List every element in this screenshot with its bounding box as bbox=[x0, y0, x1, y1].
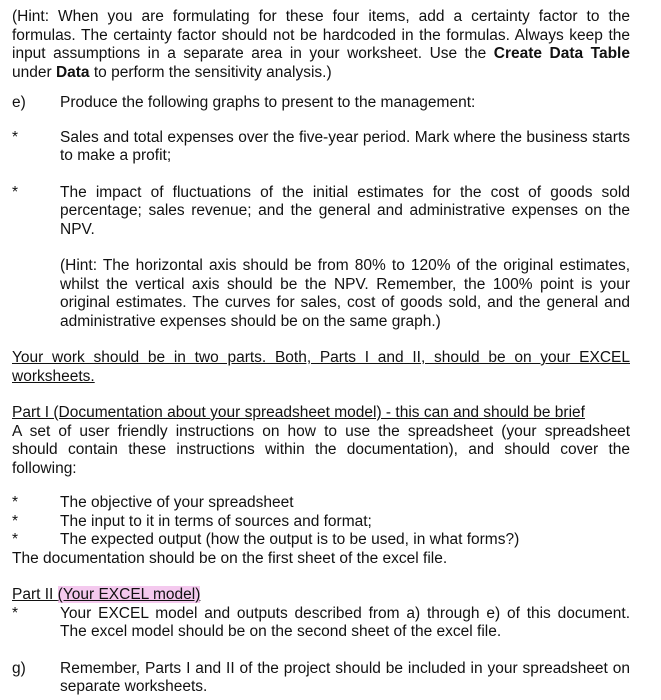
item-e bbox=[12, 94, 630, 113]
hint-text-middle: under bbox=[12, 63, 56, 81]
item-g-text: Remember, Parts I and II of the project should be included in your spreadsheet on separate worksheets. bbox=[60, 659, 630, 695]
part-1-bullet bbox=[12, 512, 630, 532]
two-parts-statement bbox=[12, 349, 630, 386]
hint-paragraph-1 bbox=[12, 8, 630, 82]
hint-paragraph-2 bbox=[60, 257, 630, 331]
item-g-marker: g) bbox=[12, 659, 26, 677]
hint-text-start: (Hint: When you are formulating for these four items, add a certainty factor to the formulas. The certainty factor should not be hardcoded in the formulas. Always keep the input assumptions in a separate area in your worksheet. Use the bbox=[12, 8, 630, 62]
data-term: Data bbox=[55, 63, 90, 81]
hint-text-end: to perform the sensitivity analysis.) bbox=[89, 63, 332, 81]
part-2-item bbox=[12, 604, 630, 642]
bullet-text: Sales and total expenses over the five-year period. Mark where the business starts to make a profit; bbox=[60, 128, 630, 164]
bullet-marker: * bbox=[12, 183, 19, 201]
item-g bbox=[12, 659, 630, 697]
part-1-bullet bbox=[12, 494, 630, 513]
part-1-closing-text: The documentation should be on the first sheet of the excel file. bbox=[12, 549, 448, 567]
bullet-text: The expected output (how the output is to be used, in what forms?) bbox=[60, 531, 520, 548]
part-1-intro: A set of user friendly instructions on how to use the spreadsheet (your spreadsheet should contain these instructions within the documentation), and should cover the following: bbox=[12, 422, 630, 477]
item-e-text: Produce the following graphs to present to the management: bbox=[60, 94, 476, 111]
graph-bullet-npv bbox=[12, 183, 630, 240]
part-1-bullet-list bbox=[12, 494, 630, 550]
item-e-marker: e) bbox=[12, 94, 26, 111]
bullet-marker: * bbox=[12, 128, 19, 146]
bullet-marker: * bbox=[12, 494, 19, 511]
part-2-heading bbox=[12, 586, 630, 605]
bullet-text: The impact of fluctuations of the initial estimates for the cost of goods sold percentage; sales revenue; and the general and administrative expenses on the NPV. bbox=[60, 183, 630, 238]
part-2-heading-label: Part II bbox=[12, 586, 58, 603]
part-1-section bbox=[12, 404, 630, 478]
bullet-marker: * bbox=[12, 512, 19, 530]
bullet-marker: * bbox=[12, 531, 19, 548]
create-data-table-term: Create Data Table bbox=[493, 45, 630, 62]
bullet-text: The input to it in terms of sources and format; bbox=[60, 512, 372, 530]
hint-2-text: (Hint: The horizontal axis should be from 80% to 120% of the original estimates, whilst the vertical axis should be the NPV. Remember, the 100% point is your original estimates. The curves for sales, cost of goods sold, and the general and administrative expenses should be on the same graph.) bbox=[60, 257, 630, 330]
bullet-marker: * bbox=[12, 604, 19, 622]
part-2-heading-highlight: (Your EXCEL model) bbox=[57, 586, 201, 603]
graph-bullet-sales bbox=[12, 128, 630, 166]
bullet-text: The objective of your spreadsheet bbox=[60, 494, 294, 511]
part-2-text: Your EXCEL model and outputs described from a) through e) of this document. The excel model should be on the second sheet of the excel file. bbox=[60, 604, 630, 640]
part-1-bullet bbox=[12, 531, 630, 550]
part-1-closing bbox=[12, 550, 630, 569]
document-page bbox=[12, 8, 630, 697]
part-1-heading: Part I (Documentation about your spreadsheet model) - this can and should be brief bbox=[12, 404, 585, 421]
two-parts-text: Your work should be in two parts. Both, Parts I and II, should be on your EXCEL worksheets. bbox=[12, 349, 630, 385]
